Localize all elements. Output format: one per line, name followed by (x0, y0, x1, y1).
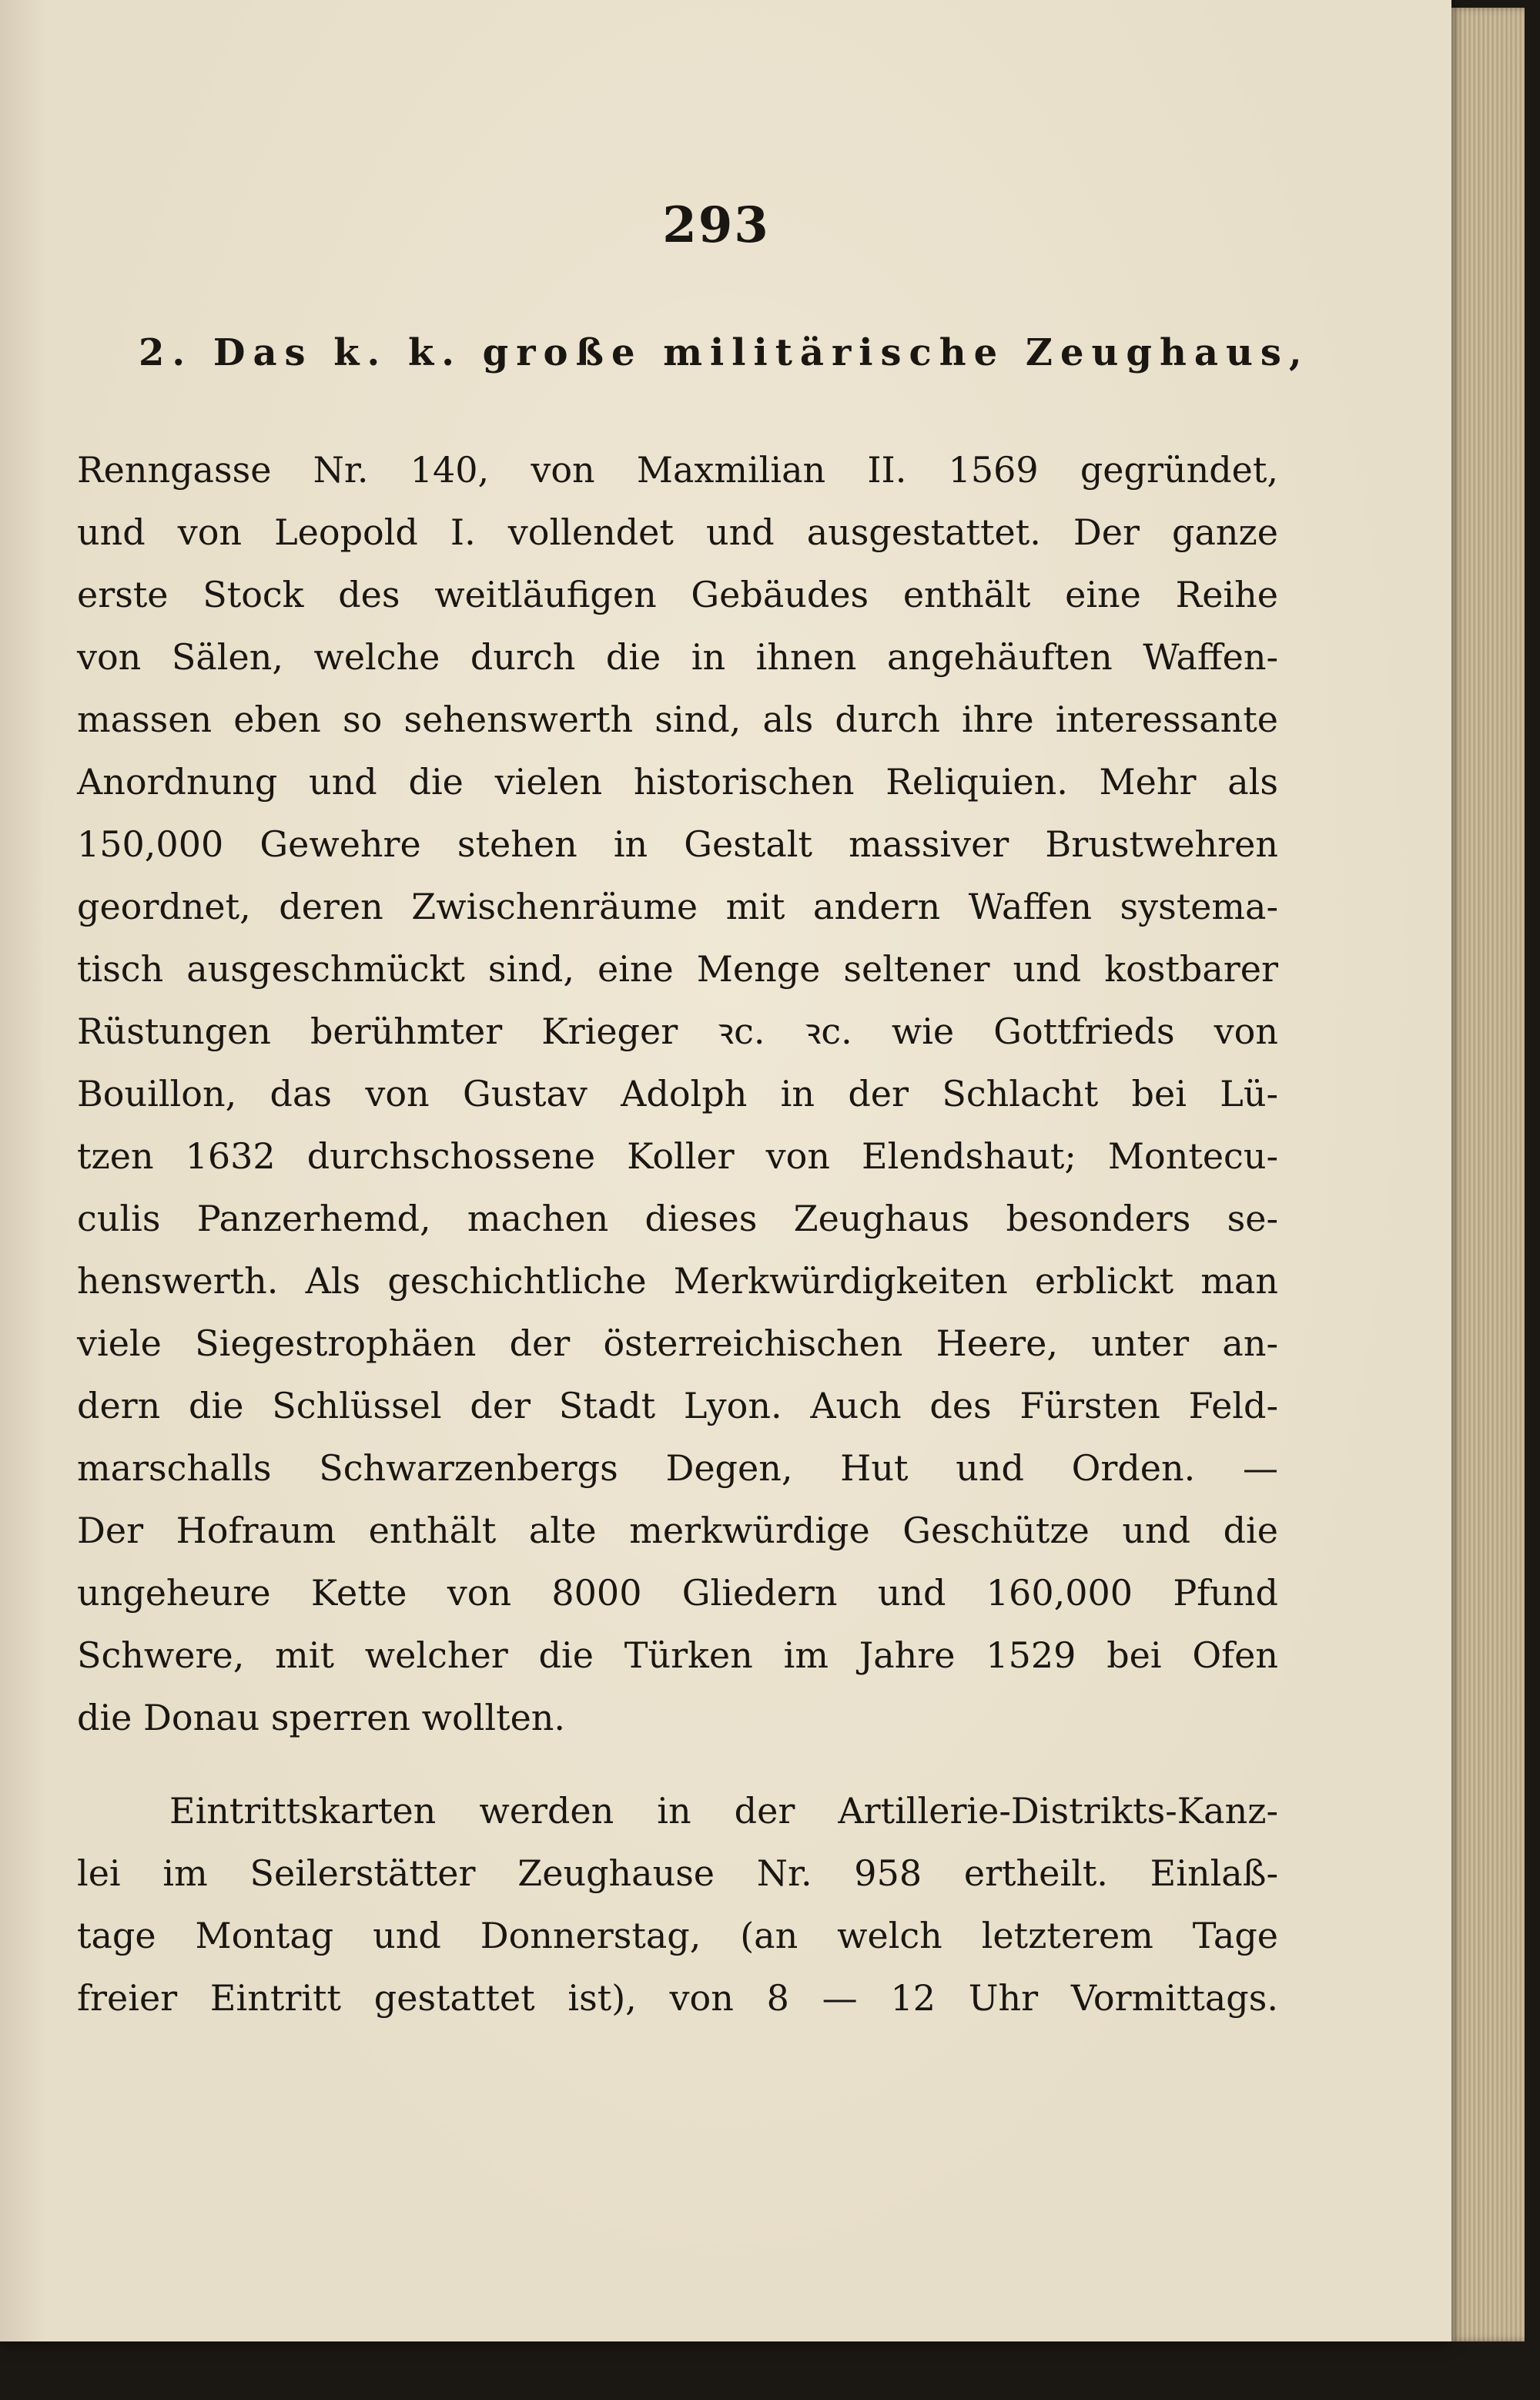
text-line: ungeheure Kette von 8000 Gliedern und 160,000 Pfund (77, 1572, 1278, 1614)
text-line: tisch ausgeschmückt sind, eine Menge seltener und kostbarer (77, 948, 1278, 990)
paragraph-gap (77, 1749, 1278, 1780)
text-line: die Donau sperren wollten. (77, 1697, 566, 1738)
text-line: henswerth. Als geschichtliche Merkwürdigkeiten erblickt man (77, 1260, 1278, 1302)
body-text (77, 439, 1278, 2030)
paragraph (77, 439, 1278, 1749)
text-line: dern die Schlüssel der Stadt Lyon. Auch des Fürsten Feld- (77, 1385, 1278, 1426)
text-line: Anordnung und die vielen historischen Reliquien. Mehr als (77, 761, 1278, 803)
text-line: Bouillon, das von Gustav Adolph in der Schlacht bei Lü- (77, 1073, 1278, 1115)
text-line: freier Eintritt gestattet ist), von 8 — 12 Uhr Vormittags. (77, 1977, 1278, 2019)
text-line: Schwere, mit welcher die Türken im Jahre 1529 bei Ofen (77, 1634, 1278, 1676)
text-line: erste Stock des weitläufigen Gebäudes enthält eine Reihe (77, 574, 1278, 615)
text-line: viele Siegestrophäen der österreichischen Heere, unter an- (77, 1322, 1278, 1364)
page-edge (1451, 8, 1525, 2341)
page-number: 293 (662, 196, 770, 254)
paragraph (77, 1780, 1278, 2030)
text-line: Renngasse Nr. 140, von Maxmilian II. 1569 gegründet, (77, 449, 1278, 491)
text-line: culis Panzerhemd, machen dieses Zeughaus besonders se- (77, 1198, 1278, 1239)
text-line: tzen 1632 durchschossene Koller von Elendshaut; Montecu- (77, 1135, 1278, 1177)
text-line: Der Hofraum enthält alte merkwürdige Geschütze und die (77, 1510, 1278, 1551)
text-line: geordnet, deren Zwischenräume mit andern Waffen systema- (77, 886, 1278, 927)
text-line: massen eben so sehenswerth sind, als durch ihre interessante (77, 699, 1278, 740)
text-line: marschalls Schwarzenbergs Degen, Hut und Orden. — (77, 1447, 1278, 1489)
text-line: Eintrittskarten werden in der Artillerie-Distrikts-Kanz- (169, 1790, 1278, 1832)
text-line: Rüstungen berühmter Krieger ꝛc. ꝛc. wie Gottfrieds von (77, 1011, 1278, 1052)
section-heading: 2. Das k. k. große militärische Zeughaus, (139, 331, 1310, 374)
text-line: lei im Seilerstätter Zeughause Nr. 958 ertheilt. Einlaß- (77, 1852, 1278, 1894)
text-line: tage Montag und Donnerstag, (an welch letzterem Tage (77, 1915, 1278, 1956)
text-line: von Sälen, welche durch die in ihnen angehäuften Waffen- (77, 636, 1278, 678)
text-line: und von Leopold I. vollendet und ausgestattet. Der ganze (77, 511, 1278, 553)
text-line: 150,000 Gewehre stehen in Gestalt massiver Brustwehren (77, 823, 1278, 865)
